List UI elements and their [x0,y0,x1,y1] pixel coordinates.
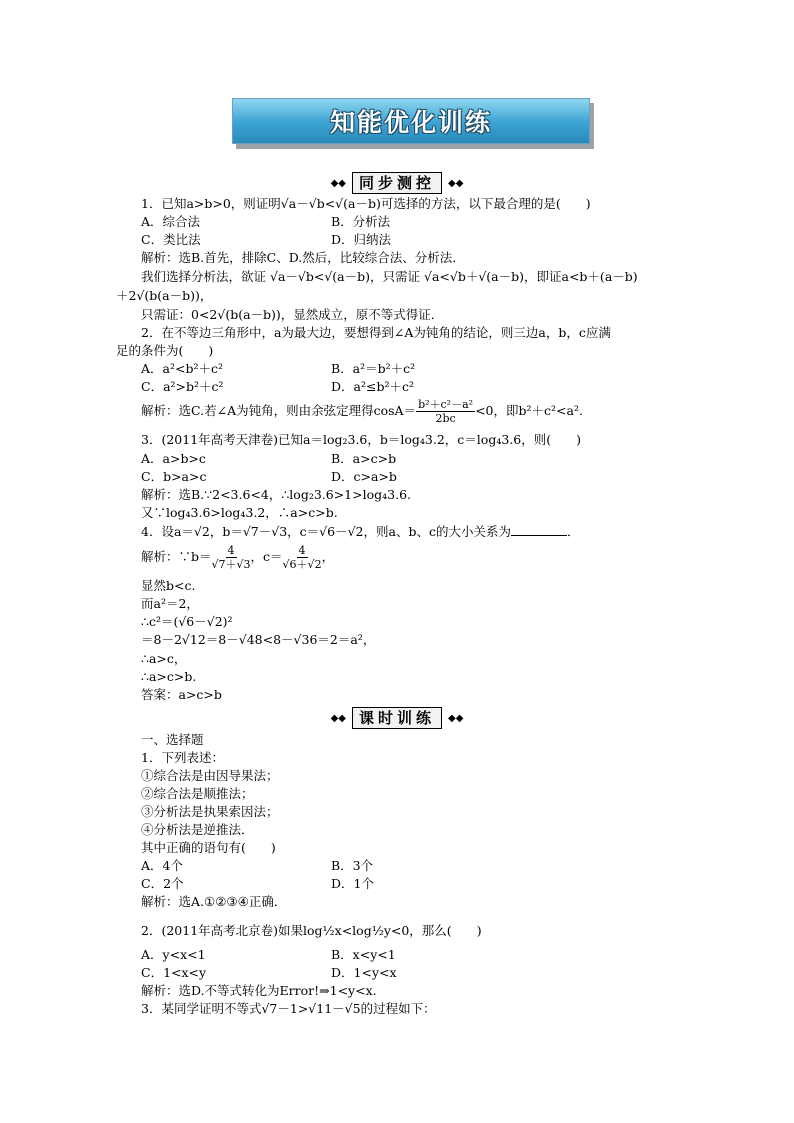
p2q2-option-b: B．x<y<1 [331,947,396,962]
p2q2-options-row1 [141,946,396,963]
p2q2-option-a: A．y<x<1 [141,947,206,962]
q1-option-b: B．分析法 [331,214,391,229]
q3-option-d: D．c>a>b [331,469,397,484]
q2-option-c: C．a²>b²＋c² [141,379,224,394]
p2q1-item-2: ②综合法是顺推法； [141,786,254,801]
q4-solution-4: ∴c²＝(√6－√2)² [141,614,233,629]
q2-option-a: A．a²<b²＋c² [141,361,223,376]
q4-answer: 答案：a>c>b [141,687,222,702]
p2q3-stem: 3．某同学证明不等式√7－1>√11－√5的过程如下： [141,1001,436,1016]
q3-option-a: A．a>b>c [141,451,206,466]
q3-stem: 3．(2011年高考天津卷)已知a＝log₂3.6，b＝log₄3.2，c＝log₄3.6，则( ) [141,432,581,447]
q4-stem-post: ． [566,524,580,539]
p2q1-item-3: ③分析法是执果索因法； [141,804,279,819]
section-title-sync: 同步测控 [352,172,442,194]
q4-solution-5: ＝8－2√12＝8－√48<8－√36＝2＝a²， [141,632,376,647]
q1-options-row2 [141,231,391,248]
p2q1-option-a: A．4个 [141,858,183,873]
p2q1-item-4: ④分析法是逆推法． [141,822,254,837]
q4-solution-6: ∴a>c， [141,651,187,666]
p2q1-solution: 解析：选A.①②③④正确． [141,894,287,909]
q2-stem-1: 2．在不等边三角形中，a为最大边，要想得到∠A为钝角的结论，则三边a，b，c应满 [141,325,611,340]
p2q1-options-row2 [141,875,374,892]
q3-option-b: B．a>c>b [331,451,397,466]
q1-option-d: D．归纳法 [331,232,392,247]
diamond-left-icon: ◆◆ [330,177,346,189]
q4-answer-blank [511,535,567,536]
p2q1-option-c: C．2个 [141,876,184,891]
q2-option-d: D．a²≤b²＋c² [331,379,414,394]
q2-solution [141,398,583,425]
diamond-right-icon: ◆◆ [448,712,464,724]
q1-solution-1: 解析：选B.首先，排除C、D.然后，比较综合法、分析法． [141,250,465,265]
q4-fraction-b-numerator: 4 [227,544,235,557]
q4-fraction-c-numerator: 4 [298,544,306,557]
q3-option-c: C．b>a>c [141,469,207,484]
q2-stem-2: 足的条件为( ) [116,343,214,358]
section-header-sync [0,172,794,194]
q2-options-row1 [141,360,415,377]
q1-option-c: C．类比法 [141,232,201,247]
p2q1-options-row1 [141,857,373,874]
q4-solution-1 [141,544,334,571]
q4-solution-pre: 解析：∵b＝ [141,549,212,564]
section-header-lesson [0,707,794,729]
q2-fraction-denominator: 2bc [435,412,456,425]
p2q2-option-c: C．1<x<y [141,965,207,980]
diamond-left-icon: ◆◆ [330,712,346,724]
q2-cos-fraction [416,398,475,425]
q1-stem: 1．已知a>b>0，则证明√a－√b<√(a－b)可选择的方法，以下最合理的是( ) [141,196,591,211]
q4-solution-mid: ，c＝ [250,549,283,564]
q1-options-row1 [141,213,390,230]
banner-title: 知能优化训练 [329,108,492,137]
title-banner [232,98,590,144]
q1-solution-3: ＋2√(b(a－b))， [116,288,213,303]
q4-solution-post: ， [321,549,335,564]
part2-heading: 一、选择题 [141,732,204,747]
p2q2-option-d: D．1<y<x [331,965,397,980]
p2q1-ask: 其中正确的语句有( ) [141,840,276,855]
q1-solution-2: 我们选择分析法，欲证 √a－√b<√(a－b)，只需证 √a<√b＋√(a－b)，即证a<b＋(a－b) [141,269,638,284]
q4-solution-7: ∴a>c>b. [141,669,197,684]
q2-solution-post: <0，即b²＋c²<a². [475,403,583,418]
diamond-right-icon: ◆◆ [448,177,464,189]
p2q1-stem: 1．下列表述： [141,750,224,765]
q1-solution-4: 只需证：0<2√(b(a－b))，显然成立，原不等式得证． [141,307,444,322]
p2q2-options-row2 [141,964,397,981]
q4-fraction-c-denominator: √6＋√2 [282,558,322,571]
q4-fraction-b [212,544,251,571]
q3-options-row2 [141,468,397,485]
section-title-lesson: 课时训练 [352,707,442,729]
q3-solution-1: 解析：选B.∵2<3.6<4，∴log₂3.6>1>log₄3.6. [141,487,412,502]
q2-options-row2 [141,378,414,395]
p2q1-option-d: D．1个 [331,876,374,891]
q1-option-a: A．综合法 [141,214,201,229]
q4-fraction-b-denominator: √7＋√3 [211,558,251,571]
q2-solution-pre: 解析：选C.若∠A为钝角，则由余弦定理得cosA＝ [141,403,417,418]
q4-stem-pre: 4．设a＝√2，b＝√7－√3，c＝√6－√2，则a、b、c的大小关系为 [141,524,511,539]
q2-fraction-numerator: b²＋c²－a² [418,398,474,411]
q3-options-row1 [141,450,396,467]
p2q2-solution: 解析：选D.不等式转化为Error!⇒1<y<x. [141,983,377,998]
p2q1-option-b: B．3个 [331,858,374,873]
p2q2-stem: 2．(2011年高考北京卷)如果log½x<log½y<0，那么( ) [141,923,482,938]
p2q1-item-1: ①综合法是由因导果法； [141,768,279,783]
q4-solution-3: 而a²＝2， [141,596,199,611]
q2-option-b: B．a²＝b²＋c² [331,361,416,376]
q4-fraction-c [283,544,322,571]
q4-stem [141,523,579,540]
q3-solution-2: 又∵log₄3.6>log₄3.2，∴a>c>b. [141,505,338,520]
q4-solution-2: 显然b<c. [141,578,196,593]
